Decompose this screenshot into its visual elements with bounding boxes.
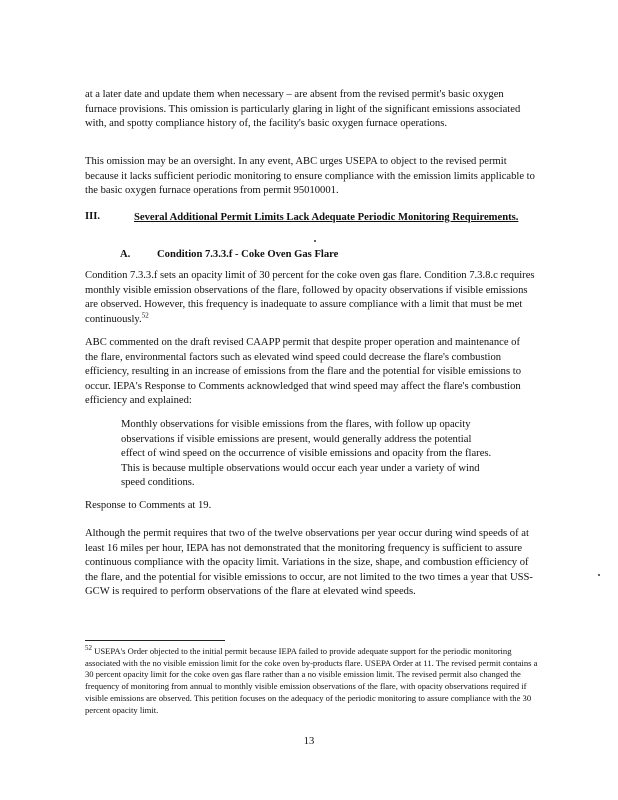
scan-speck [598, 574, 600, 576]
section-title: Several Additional Permit Limits Lack Adequate Periodic Monitoring Requirements. [134, 212, 519, 223]
paragraph-2: This omission may be an oversight. In any event, ABC urges USEPA to object to the revised permit because it lacks sufficient periodic monitoring to ensure compliance with the emission limits applicable to the basic oxygen furnace operations from permit 95010001. [85, 156, 535, 196]
paragraph-3 [85, 269, 535, 327]
subsection-letter: A. [120, 249, 131, 260]
footnote-number: 52 [85, 644, 92, 653]
paragraph-3-text: Condition 7.3.3.f sets an opacity limit of 30 percent for the coke oven gas flare. Condition 7.3.8.c requires monthly visible emission observations of the flare, followed by opacity observations if visible emissions are observed. However, this frequency is inadequate to assure compliance with a limit that must be met continuously. [85, 270, 535, 325]
footnote-ref-52: 52 [141, 310, 149, 319]
paragraph-5: Response to Comments at 19. [85, 500, 212, 511]
footnote-52 [85, 646, 540, 716]
block-quote: Monthly observations for visible emissions from the flares, with follow up opacity observations if visible emissions are present, would generally address the potential effect of wind speed on the occurrence of visible emissions and opacity from the flares. This is because multiple observations would occur each year under a variety of wind speed conditions. [121, 419, 492, 488]
paragraph-6: Although the permit requires that two of the twelve observations per year occur during wind speeds of at least 16 miles per hour, IEPA has not demonstrated that the monitoring frequency is sufficient to assure continuous compliance with the opacity limit. Variations in the size, shape, and combustion efficiency of the flare, and the potential for visible emissions to occur, are not limited to the two times a year that USS-GCW is required to perform observations of the flare at elevated wind speeds. [85, 528, 533, 597]
footnote-text: USEPA's Order objected to the initial permit because IEPA failed to provide adequate support for the periodic monitoring associated with the no visible emission limit for the coke oven by-products flare. USEPA Order at 11. The revised permit contains a 30 percent opacity limit for the coke oven gas flare rather than a no visible emission limit. The revised permit also changed the frequency of monitoring from annual to monthly visible emission observations of the flare, with opacity observations required if visible emissions are observed. This petition focuses on the adequacy of the periodic monitoring to assure compliance with the 30 percent opacity limit. [85, 646, 538, 715]
paragraph-1: at a later date and update them when necessary – are absent from the revised permit's basic oxygen furnace provisions. This omission is particularly glaring in light of the significant emissions associated with, and spotty compliance history of, the facility's basic oxygen furnace operations. [85, 89, 521, 129]
footnote-divider [85, 640, 225, 641]
section-number: III. [85, 211, 101, 222]
subsection-title: Condition 7.3.3.f - Coke Oven Gas Flare [157, 249, 339, 260]
paragraph-4: ABC commented on the draft revised CAAPP permit that despite proper operation and maintenance of the flare, environmental factors such as elevated wind speed could decrease the flare's combustion efficiency, resulting in an increase of emissions from the flare and the potential for visible emissions to occur. IEPA's Response to Comments acknowledged that wind speed may affect the flare's combustion efficiency and explained: [85, 337, 521, 406]
scan-speck [314, 240, 316, 242]
page-number: 13 [303, 736, 315, 747]
